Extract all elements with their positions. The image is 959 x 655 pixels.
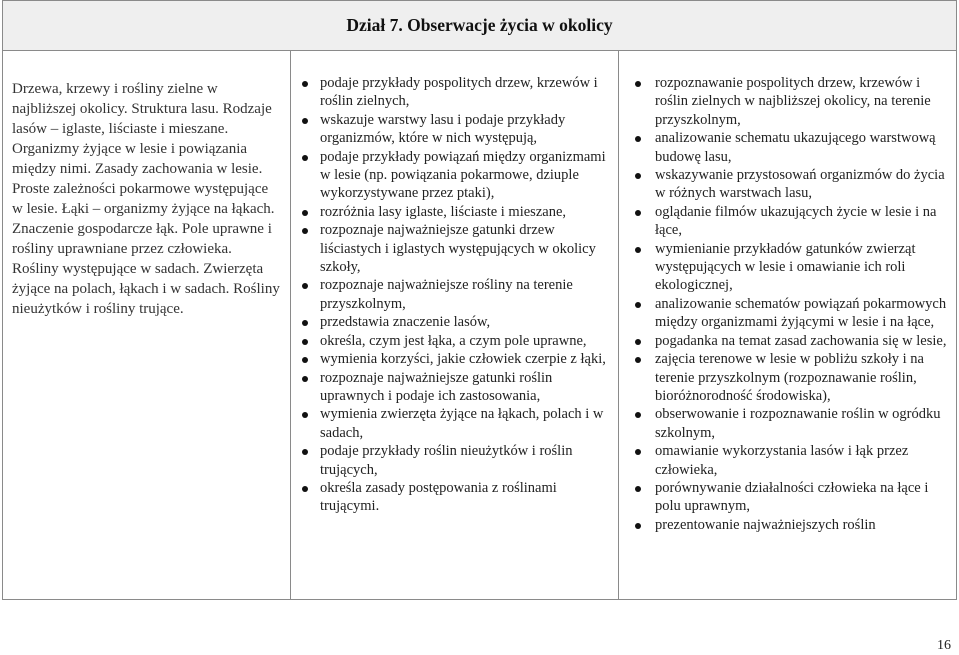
content-cell [3,51,291,600]
bullet-icon [635,523,641,529]
section-title: Dział 7. Obserwacje życia w okolicy [3,1,957,51]
bullet-item [291,203,612,221]
bullet-text: rozróżnia lasy iglaste, liściaste i mieszane, [320,203,567,220]
bullet-item [619,405,950,442]
bullet-icon [635,486,641,492]
requirements-list [291,74,612,516]
bullet-text: prezentowanie najważniejszych roślin [655,516,876,533]
bullet-icon [302,283,308,289]
bullet-item [619,74,950,129]
bullet-item [291,442,612,479]
bullet-icon [635,136,641,142]
bullet-item [619,240,950,295]
bullet-icon [635,302,641,308]
bullet-icon [302,412,308,418]
bullet-text: podaje przykłady pospolitych drzew, krzewów i roślin zielnych, [320,75,598,110]
activities-cell [619,51,957,600]
bullet-item [291,332,612,350]
bullet-text: wskazywanie przystosowań organizmów do życia w różnych warstwach lasu, [655,167,945,202]
bullet-icon [302,339,308,345]
bullet-icon [635,357,641,363]
bullet-icon [302,228,308,234]
bullet-item [291,111,612,148]
bullet-item [291,350,612,368]
bullet-text: rozpoznawanie pospolitych drzew, krzewów i roślin zielnych w najbliższej okolicy, na terenie przyszkolnym, [655,75,931,128]
bullet-text: porównywanie działalności człowieka na łące i polu uprawnym, [655,479,929,515]
bullet-icon [635,247,641,253]
bullet-item [619,295,950,332]
bullet-item [619,442,950,479]
bullet-icon [302,449,308,455]
bullet-item [619,516,950,534]
bullet-item [619,166,950,203]
bullet-text: podaje przykłady roślin nieużytków i roślin trujących, [320,443,573,478]
bullet-text: wskazuje warstwy lasu i podaje przykłady organizmów, które w nich występują, [320,111,566,147]
bullet-item [291,479,612,516]
bullet-item [619,332,950,350]
bullet-text: wymienia zwierzęta żyjące na łąkach, polach i w sadach, [320,406,604,441]
bullet-text: określa zasady postępowania z roślinami trującymi. [320,479,557,515]
bullet-icon [635,339,641,345]
bullet-icon [302,155,308,161]
bullet-item [291,221,612,276]
bullet-icon [302,486,308,492]
bullet-text: pogadanka na temat zasad zachowania się w lesie, [655,332,947,349]
bullet-text: zajęcia terenowe w lesie w pobliżu szkoły i na terenie przyszkolnym (rozpoznawanie roślin, bioróżnorodność środowiska), [655,351,924,404]
bullet-text: analizowanie schematu ukazującego warstwową budowę lasu, [655,130,936,165]
curriculum-table [2,0,957,600]
content-row [3,51,957,600]
bullet-icon [302,357,308,363]
bullet-item [619,479,950,516]
bullet-icon [302,81,308,87]
content-text: Drzewa, krzewy i rośliny zielne w najbliższej okolicy. Struktura lasu. Rodzaje lasów – iglaste, liściaste i mieszane. Organizmy żyjące w lesie i powiązania między nimi. Zasady zachowania w lesie. Proste zależności pokarmowe występujące w lesie. Łąki – organizmy żyjące na łąkach. Znaczenie gospodarcze łąk. Pole uprawne i rośliny uprawniane przez człowieka. Rośliny występujące w sadach. Zwierzęta żyjące na polach, łąkach i w sadach. Rośliny nieużytków i rośliny trujące. [12,81,280,317]
bullet-icon [302,320,308,326]
bullet-text: wymienianie przykładów gatunków zwierząt występujących w lesie i omawianie ich roli ekologicznej, [655,240,916,294]
bullet-item [619,350,950,405]
bullet-text: obserwowanie i rozpoznawanie roślin w ogródku szkolnym, [655,406,941,441]
bullet-icon [635,449,641,455]
header-row [3,1,957,51]
bullet-text: analizowanie schematów powiązań pokarmowych między organizmami żyjącymi w lesie i na łące, [655,295,947,331]
bullet-text: określa, czym jest łąka, a czym pole uprawne, [320,332,587,349]
bullet-text: przedstawia znaczenie lasów, [320,314,491,331]
bullet-text: rozpoznaje najważniejsze gatunki drzew liściastych i iglastych występujących w okolicy szkoły, [320,222,596,276]
bullet-icon [302,210,308,216]
bullet-item [291,148,612,203]
bullet-text: omawianie wykorzystania lasów i łąk przez człowieka, [655,443,909,478]
requirements-cell [291,51,619,600]
bullet-icon [635,173,641,179]
bullet-text: oglądanie filmów ukazujących życie w lesie i na łące, [655,203,937,239]
bullet-item [291,313,612,331]
bullet-icon [302,376,308,382]
bullet-icon [302,118,308,124]
activities-list [619,74,950,534]
bullet-text: podaje przykłady powiązań między organizmami w lesie (np. powiązania pokarmowe, dziuple wykorzystywane przez ptaki), [320,148,606,202]
bullet-icon [635,81,641,87]
bullet-item [291,405,612,442]
bullet-item [619,203,950,240]
bullet-icon [635,412,641,418]
page-number: 16 [937,638,951,653]
bullet-text: rozpoznaje najważniejsze gatunki roślin uprawnych i podaje ich zastosowania, [320,369,553,404]
bullet-icon [635,210,641,216]
bullet-item [619,129,950,166]
bullet-item [291,369,612,406]
bullet-text: wymienia korzyści, jakie człowiek czerpie z łąki, [320,351,606,368]
bullet-item [291,276,612,313]
bullet-item [291,74,612,111]
bullet-text: rozpoznaje najważniejsze rośliny na terenie przyszkolnym, [320,277,573,312]
